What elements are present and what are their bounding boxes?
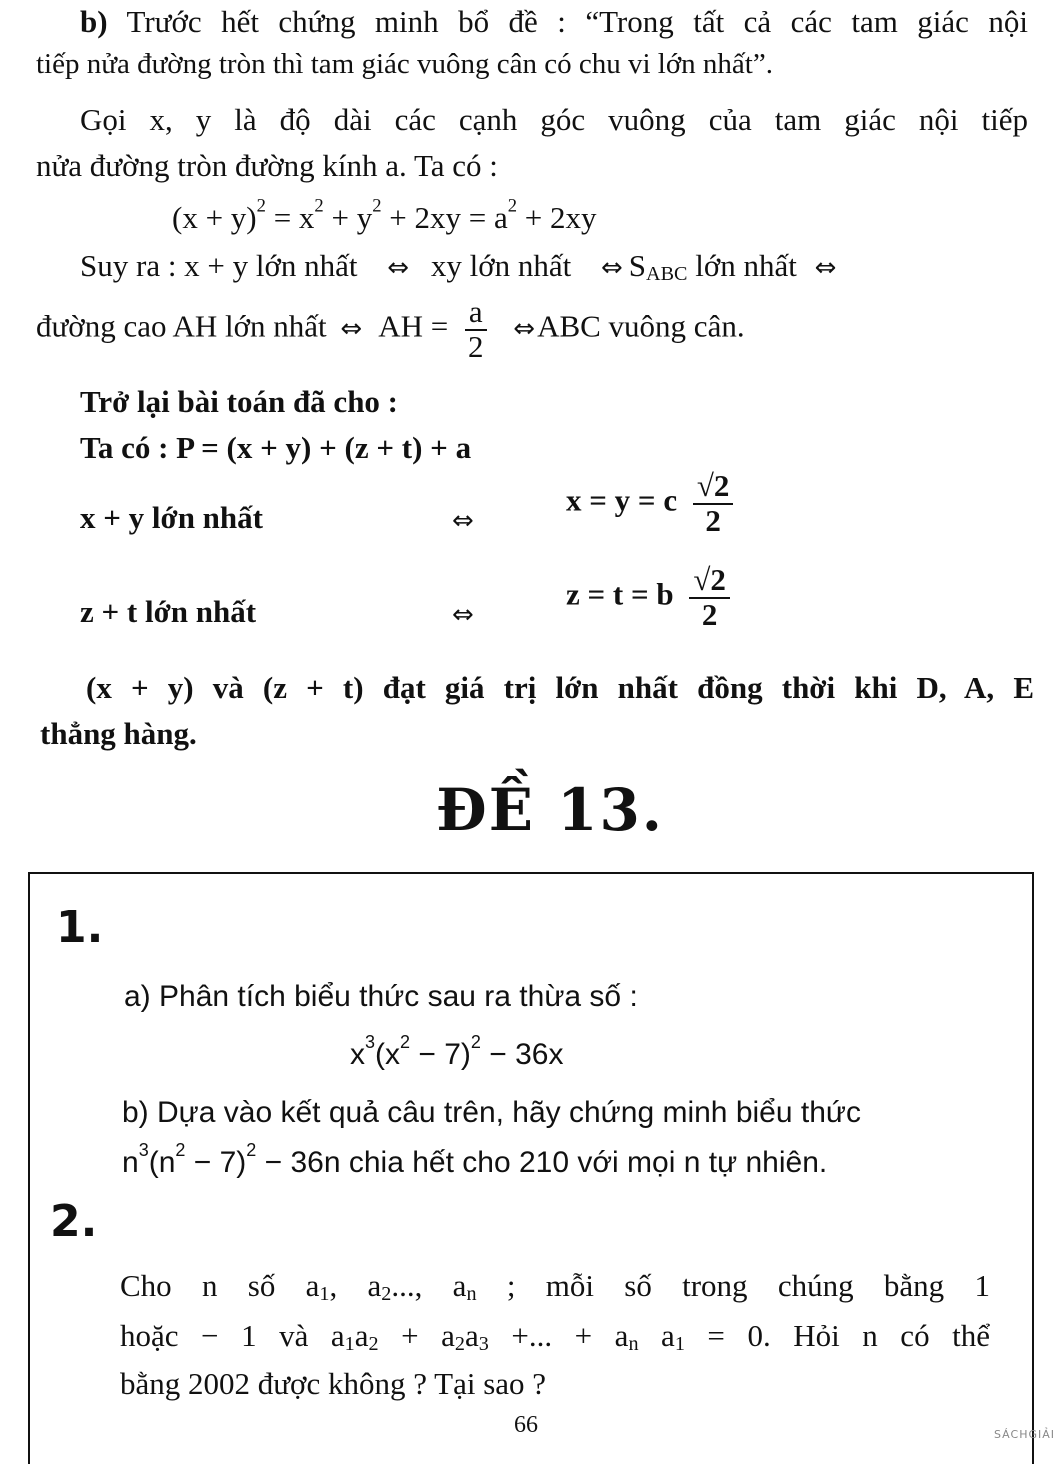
xy-equality: [566, 470, 733, 537]
altitude-line: [36, 296, 745, 363]
problem-1b-line-2: $n^3(n^2 - 7)^2 - 36n$ chia hết cho 210 với mọi n tự nhiên.: [122, 1139, 828, 1179]
problem-1-label: 1.: [56, 902, 104, 953]
fraction-numerator: √2: [693, 470, 734, 505]
zt-max-label: z + t lớn nhất: [80, 594, 257, 629]
problem-1b-line-1: b) Dựa vào kết quả câu trên, hãy chứng minh biểu thức: [122, 1096, 861, 1129]
page-number: 66: [514, 1412, 538, 1438]
iff-arrow-2: ⇔: [600, 253, 623, 283]
problem-2-label: 2.: [50, 1196, 98, 1247]
equation-1: $(x + y)^2 = x^2 + y^2 + 2xy = a^2 + 2xy$: [172, 195, 597, 235]
lemma-text-1: Trước hết chứng minh bổ đề : “Trong tất cả các tam giác nội: [126, 4, 1028, 39]
fraction-sqrt2-over-2: [689, 564, 730, 631]
problem-2-line-1: Cho n số $a_1$, $a_2$..., $a_n$ ; mỗi số trong chúng bằng 1: [120, 1268, 990, 1306]
suy-ra-part-1: Suy ra : x + y lớn nhất: [80, 248, 358, 283]
iff-arrow-4: ⇔: [340, 313, 363, 344]
area-subscript: ABC: [646, 263, 688, 286]
problem-2-line-2: hoặc − 1 và $a_1a_2 + a_2a_3$ +... + $a_n$ $a_1 = 0$. Hỏi n có thể: [120, 1318, 990, 1356]
fraction-denominator: 2: [468, 328, 484, 364]
altitude-part-2: AH =: [378, 308, 449, 344]
problem-1a-expression: $x^3(x^2 - 7)^2 - 36x$: [350, 1031, 564, 1071]
para-1-line-2: nửa đường tròn đường kính a. Ta có :: [36, 148, 498, 183]
fraction-denominator: 2: [701, 596, 718, 632]
fraction-numerator: √2: [689, 564, 730, 599]
zt-equality-text: z = t = b: [566, 576, 674, 612]
fraction-sqrt2-over-2: [693, 470, 734, 537]
conclusion-line-1: (x + y) và (z + t) đạt giá trị lớn nhất đồng thời khi D, A, E: [86, 670, 1034, 705]
area-symbol: S: [628, 248, 647, 283]
return-to-problem: Trở lại bài toán đã cho :: [80, 384, 399, 419]
exam-heading: ĐỀ 13.: [436, 776, 664, 844]
xy-max-label: x + y lớn nhất: [80, 500, 263, 535]
part-b-label: b): [80, 4, 108, 39]
iff-arrow-3: ⇔: [814, 253, 837, 283]
conclusion-line-2: thẳng hàng.: [40, 716, 197, 751]
problem-2-line-3: bằng 2002 được không ? Tại sao ?: [120, 1366, 547, 1401]
iff-arrow-7: ⇔: [452, 600, 474, 630]
lemma-line-1: [80, 4, 1028, 40]
iff-arrow-1: ⇔: [387, 253, 410, 283]
brand-watermark: SÁCHGIẢI: [994, 1428, 1056, 1441]
lemma-line-2: tiếp nửa đường tròn thì tam giác vuông cân có chu vi lớn nhất”.: [36, 48, 773, 80]
fraction-a-over-2: [464, 296, 488, 363]
altitude-part-1: đường cao AH lớn nhất: [36, 308, 327, 344]
perimeter-formula: Ta có : P = (x + y) + (z + t) + a: [80, 430, 472, 465]
iff-arrow-5: ⇔: [513, 313, 536, 344]
fraction-denominator: 2: [705, 502, 721, 538]
suy-ra-part-2: xy lớn nhất: [430, 248, 572, 283]
problem-1a: a) Phân tích biểu thức sau ra thừa số :: [124, 980, 638, 1013]
suy-ra-part-4: lớn nhất: [695, 248, 797, 283]
iff-arrow-6: ⇔: [452, 506, 474, 536]
fraction-numerator: a: [465, 296, 487, 331]
para-1-line-1: Gọi x, y là độ dài các cạnh góc vuông của tam giác nội tiếp: [80, 102, 1028, 137]
zt-equality: [566, 564, 730, 631]
altitude-part-3: ABC vuông cân.: [537, 308, 745, 344]
xy-equality-text: x = y = c: [566, 482, 678, 518]
suy-ra-line: [80, 248, 836, 284]
